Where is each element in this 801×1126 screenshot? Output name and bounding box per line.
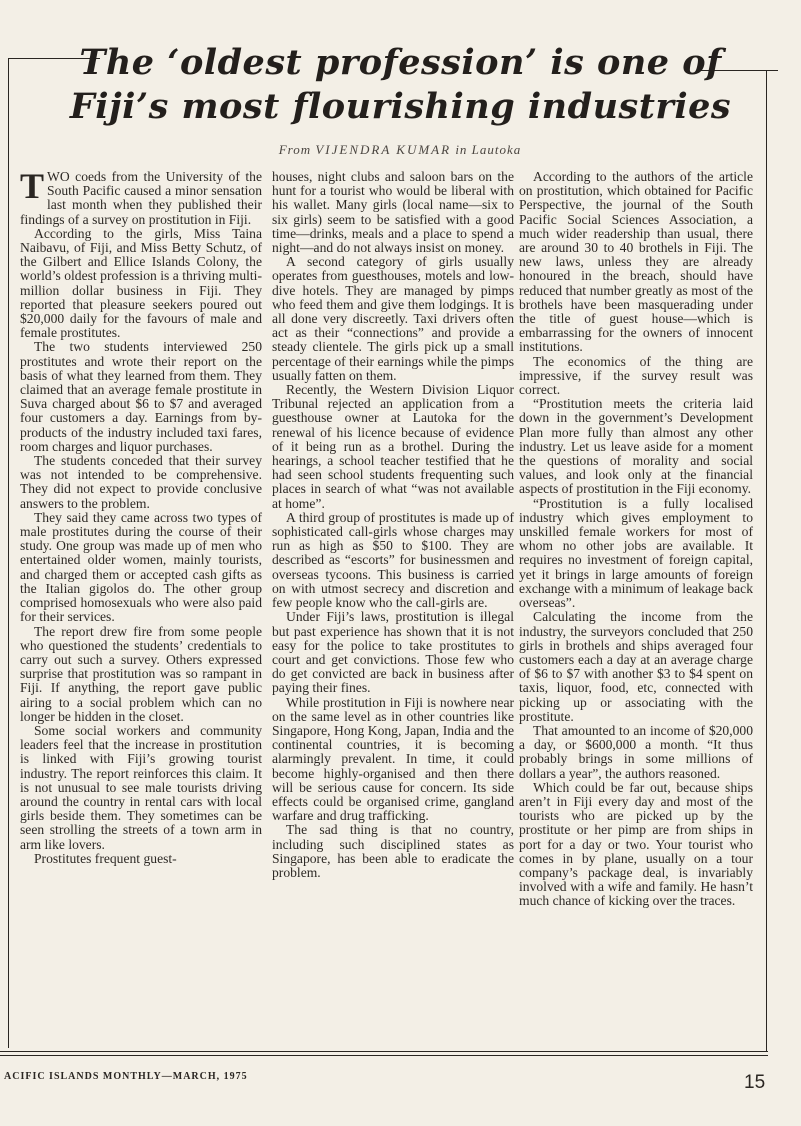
article-column-3 <box>519 170 753 909</box>
article-paragraph: While prostitution in Fiji is nowhere near on the same level as in other countries like Singapore, Hong Kong, Japan, India and the continental countries, it is becoming alarmingly prevalent. In time, it could become highly-organised and then there will be serious cause for concern. Its side effects could be organised crime, gangland warfare and drug trafficking. <box>272 694 514 824</box>
byline-from: From <box>278 142 312 157</box>
frame-rule-left <box>8 58 9 1048</box>
article-paragraph: They said they came across two types of male prostitutes during the course of their study. One group was made up of men who entertained older women, mainly tourists, and charged them or accepted cash gifts as the Italian gigolos do. The other group comprised homosexuals who were also paid for their services. <box>20 509 262 625</box>
article-paragraph: Which could be far out, because ships aren’t in Fiji every day and most of the tourists who are picked up by the prostitute or her pimp are from ships in port for a day or two. Your tourist who comes in by plane, usually on a tour company’s package deal, is invariably involved with a wife and family. He hasn’t much chance of kicking over the traces. <box>519 779 753 909</box>
article-paragraph: Prostitutes frequent guest- <box>34 850 177 866</box>
frame-rule-bottom <box>0 1051 768 1052</box>
article-paragraph: “Prostitution is a fully localised industry which gives employment to unskilled female workers for most of whom no other jobs are available. It requires no investment of foreign capital, yet it brings in large amounts of foreign exchange with a minimum of leakage back overseas”. <box>519 495 753 611</box>
article-paragraph: “Prostitution meets the criteria laid down in the government’s Development Plan more fully than almost any other industry. Let us leave aside for a moment the questions of morality and social values, and look only at the financial aspects of prostitution in the Fiji economy. <box>519 396 753 497</box>
article-paragraph: The two students interviewed 250 prostitutes and wrote their report on the basis of what they learned from them. They claimed that an average female prostitute in Suva charged about $6 to $7 and averaged four customers a day. Earnings from by-products of the industry included taxi fares, room charges and liquor purchases. <box>20 339 262 454</box>
article-paragraph: The sad thing is that no country, including such disciplined states as Singapore, has been able to eradicate the problem. <box>272 822 514 880</box>
article-paragraph: The students conceded that their survey was not intended to be comprehensive. They did not expect to provide conclusive answers to the problem. <box>20 453 262 511</box>
article-paragraph: According to the girls, Miss Taina Naibavu, of Fiji, and Miss Betty Schutz, of the Gilbert and Ellice Islands Colony, the world’s oldest profession is a thriving multi-million dollar business in Fiji. They reported that pleasure seekers poured out $20,000 daily for the favours of male and female prostitutes. <box>20 225 262 341</box>
article-paragraph: Recently, the Western Division Liquor Tribunal rejected an application from a guesthouse owner at Lautoka for the renewal of his licence because of evidence of it being run as a brothel. During the hearings, a school teacher testified that he had seen school students frequenting such places in search of what “was not available at home”. <box>272 382 514 511</box>
byline-place: in Lautoka <box>455 142 522 157</box>
article-paragraph: A second category of girls usually operates from guesthouses, motels and low-dive hotels. They are managed by pimps who feed them and give them lodgings. It is all done very discreetly. Taxi drivers often act as their “connections” and provide a steady clientele. The girls pick up a small percentage of their earnings while the pimps usually fatten on them. <box>272 254 514 383</box>
byline-author: VIJENDRA KUMAR <box>315 142 452 157</box>
article-paragraph: According to the authors of the article on prostitution, which obtained for Pacific Perspective, the journal of the South Pacific Social Sciences Association, a much wider readership than usual, there are around 30 to 40 brothels in Fiji. The new laws, unless they are already honoured in the breach, should have reduced that number greatly as most of the brothels have been masquerading under the title of guest house—which is embarrassing for the owners of innocent institutions. <box>519 169 753 355</box>
article-column-2 <box>272 170 514 880</box>
article-paragraph: A third group of prostitutes is made up of sophisticated call-girls whose charges may run as high as $50 to $100. They are described as “escorts” for businessmen and overseas tycoons. This business is carried on with utmost secrecy and discretion and few people know who the call-girls are. <box>272 509 514 611</box>
page-number: 15 <box>744 1072 766 1093</box>
article-paragraph: TWO coeds from the University of the South Pacific caused a minor sensation last month when they published their findings of a survey on prostitution in Fiji. <box>20 166 262 227</box>
article-column-1 <box>20 166 262 866</box>
frame-rule-right <box>766 70 767 1052</box>
article-paragraph: Calculating the income from the industry, the surveyors concluded that 250 girls in brothels and ships averaged four customers each a day at an average charge of $6 to $7 with another $3 to $4 spent on taxis, liquor, food, etc, connected with picking up or associating with the prostitute. <box>519 609 753 724</box>
byline <box>250 142 550 158</box>
drop-cap: T <box>20 166 45 206</box>
article-paragraph: Some social workers and community leaders feel that the increase in prostitution is linked with Fiji’s growing tourist industry. The report reinforces this claim. It is not unusual to see male tourists driving around the country in rental cars with local girls beside them. They sometimes can be seen strolling the streets of a town arm in arm like lovers. <box>20 722 262 852</box>
article-paragraph: That amounted to an income of $20,000 a day, or $600,000 a month. “It thus probably brings in some millions of dollars a year”, the authors reasoned. <box>519 722 753 781</box>
article-paragraph: The report drew fire from some people who questioned the students’ credentials to carry out such a survey. Others expressed surprise that prostitution was so rampant in Fiji. If anything, the report gave public airing to a social problem which can no longer be hidden in the closet. <box>20 623 262 724</box>
article-paragraph: The economics of the thing are impressive, if the survey result was correct. <box>519 353 753 398</box>
article-paragraph: houses, night clubs and saloon bars on the hunt for a tourist who would be liberal with his wallet. Many girls (local name—six to six girls) seem to be satisfied with a good time—drinks, meals and a place to spend a night—and do not always insist on money. <box>272 169 514 256</box>
article-paragraph: Under Fiji’s laws, prostitution is illegal but past experience has shown that it is not easy for the police to take prostitutes to court and get convictions. Those few who do get convicted are back in business after paying their fines. <box>272 609 514 696</box>
headline-line-1: The ‘oldest profession’ is one of <box>79 42 722 83</box>
headline-line-2: Fiji’s most flourishing industries <box>69 86 732 127</box>
frame-rule-bottom-inner <box>0 1055 768 1056</box>
publication-footer: ACIFIC ISLANDS MONTHLY—MARCH, 1975 <box>4 1071 248 1082</box>
